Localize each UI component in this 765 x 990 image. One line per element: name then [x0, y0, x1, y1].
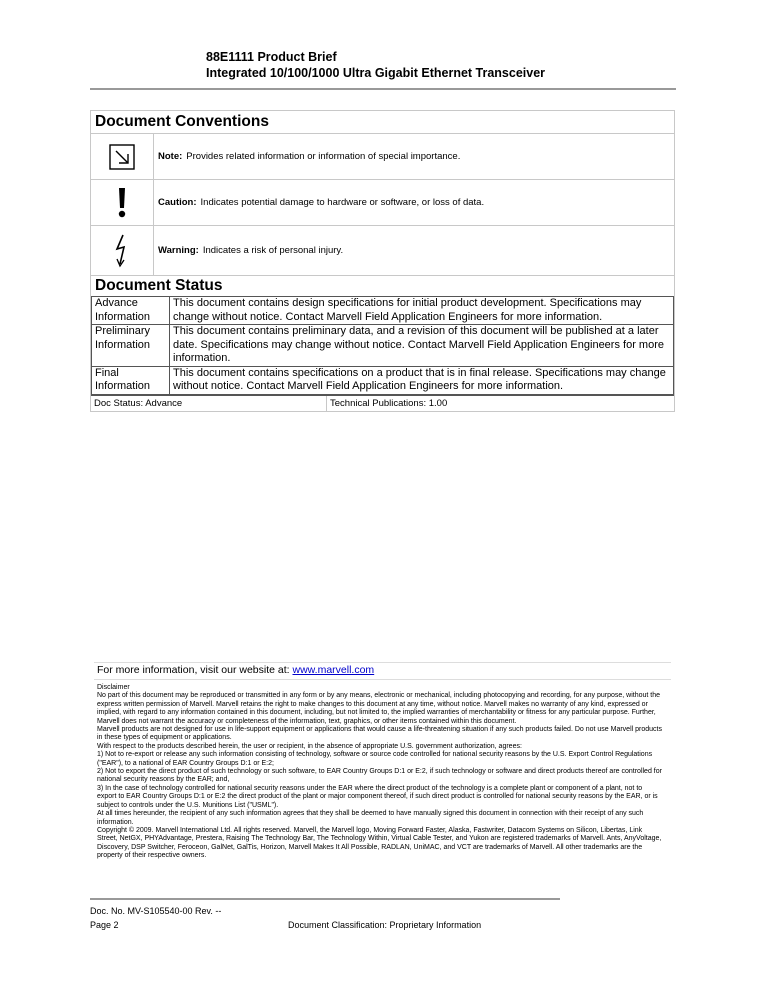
caution-label: Caution: [158, 197, 197, 208]
footer-page-number: Page 2 [90, 920, 119, 930]
status-text-preliminary: This document contains preliminary data, and a revision of this document will be published at a later date. Specifications may change without notice. Contact Marvell Field Application Engineers for more information. [170, 325, 674, 367]
website-link[interactable]: www.marvell.com [292, 664, 375, 676]
table-row [92, 297, 674, 325]
note-text [154, 134, 674, 179]
note-label: Note: [158, 151, 183, 162]
note-icon [91, 134, 154, 179]
disclaimer-paragraph: Marvell products are not designed for use in life-support equipment or applications that would cause a life-threatening situation if any such products failed. Do not use Marvell products in these types of equipment or applications. [97, 726, 662, 742]
doc-status: Doc Status: Advance [91, 396, 327, 411]
conventions-title: Document Conventions [95, 113, 269, 130]
conventions-box [90, 110, 675, 412]
convention-row-caution [91, 179, 674, 225]
warning-description: Indicates a risk of personal injury. [202, 245, 344, 256]
table-row [92, 325, 674, 367]
warning-text [154, 226, 674, 275]
convention-row-note [91, 133, 674, 179]
status-title: Document Status [91, 275, 674, 296]
footer-doc-number: Doc. No. MV-S105540-00 Rev. -- [90, 906, 222, 916]
disclaimer-paragraph: 1) Not to re-export or release any such information consisting of technology, software or source code controlled for national security reasons by the U.S. Export Control Regulations ("EAR"), to a national of EAR Country Groups D:1 or E:2; [97, 751, 653, 767]
status-text-final: This document contains specifications on a product that is in final release. Specifications may change without notice. Contact Marvell Field Application Engineers for more information. [170, 366, 674, 394]
status-table [91, 296, 674, 395]
product-subtitle: Integrated 10/100/1000 Ultra Gigabit Ethernet Transceiver [206, 65, 546, 80]
page-header [206, 50, 545, 81]
header-rule [90, 88, 676, 90]
convention-row-warning [91, 225, 674, 275]
technical-publications: Technical Publications: 1.00 [330, 397, 448, 409]
copyright-paragraph: Copyright © 2009. Marvell International Ltd. All rights reserved. Marvell, the Marvell logo, Moving Forward Faster, Alaska, Fastwriter, Datacom Systems on Silicon, Libertas, Link Street, NetGX, PHYAdvantage, Prestera, Raising The Technology Bar, The Technology Within, Virtual Cable Tester, and Yukon are registered trademarks of Marvell. Ants, AnyVoltage, Discovery, DSP Switcher, Feroceon, GalNet, GalTis, Horizon, Marvell Makes It All Possible, RADLAN, UniMAC, and VCT are trademarks of Marvell. All other trademarks are the property of their respective owners. [97, 826, 662, 860]
warning-icon [91, 226, 154, 275]
info-rule-top [94, 662, 671, 663]
footer-rule [90, 898, 560, 900]
status-text-advance: This document contains design specifications for initial product development. Specifications may change without notice. Contact Marvell Field Application Engineers for more information. [170, 297, 674, 325]
note-description: Provides related information or information of special importance. [186, 151, 461, 162]
status-label-advance: Advance Information [92, 297, 170, 325]
status-meta-row [91, 395, 674, 411]
status-label-final: Final Information [92, 366, 170, 394]
footer-classification: Document Classification: Proprietary Information [288, 920, 482, 930]
more-info-line [97, 664, 374, 676]
disclaimer-paragraph: With respect to the products described herein, the user or recipient, in the absence of appropriate U.S. government authorization, agrees: [97, 742, 522, 750]
table-row [92, 366, 674, 394]
disclaimer-paragraph: No part of this document may be reproduced or transmitted in any form or by any means, electronic or mechanical, including photocopying and recording, for any purpose, without the express written permission of Marvell. Marvell retains the right to make changes to this document at any time, without notice. Marvell makes no warranty of any kind, expressed or implied, with regard to any information contained in this document, including, but not limited to, the implied warranties of merchantability or fitness for any particular purpose. Further, Marvell does not warrant the accuracy or completeness of the information, text, graphics, or other items contained within this document. [97, 692, 661, 725]
disclaimer-paragraph: At all times hereunder, the recipient of any such information agrees that they shall be deemed to have manually signed this document in connection with their receipt of any such information. [97, 810, 644, 826]
caution-description: Indicates potential damage to hardware or software, or loss of data. [200, 197, 485, 208]
more-info-text: For more information, visit our website at: [97, 664, 293, 676]
product-title: 88E1111 Product Brief [206, 50, 337, 64]
status-label-preliminary: Preliminary Information [92, 325, 170, 367]
warning-label: Warning: [158, 245, 199, 256]
disclaimer [97, 684, 663, 861]
caution-text [154, 180, 674, 225]
disclaimer-paragraph: 3) In the case of technology controlled for national security reasons under the EAR where the direct product of the technology is a complete plant or component of a plant, not to export to EAR Country Groups D:1 or E:2 the direct product of the plant or major component thereof, if such direct product is controlled for national security reasons by the EAR, or is subject to controls under the U.S. Munitions List ("USML"). [97, 784, 658, 809]
caution-icon [91, 180, 154, 225]
info-rule [94, 679, 671, 680]
disclaimer-paragraph: 2) Not to export the direct product of such technology or such software, to EAR Country Groups D:1 or E:2, if such technology or software and direct products thereof are controlled for national security reasons by the EAR; and, [97, 768, 662, 784]
disclaimer-heading: Disclaimer [97, 684, 130, 691]
